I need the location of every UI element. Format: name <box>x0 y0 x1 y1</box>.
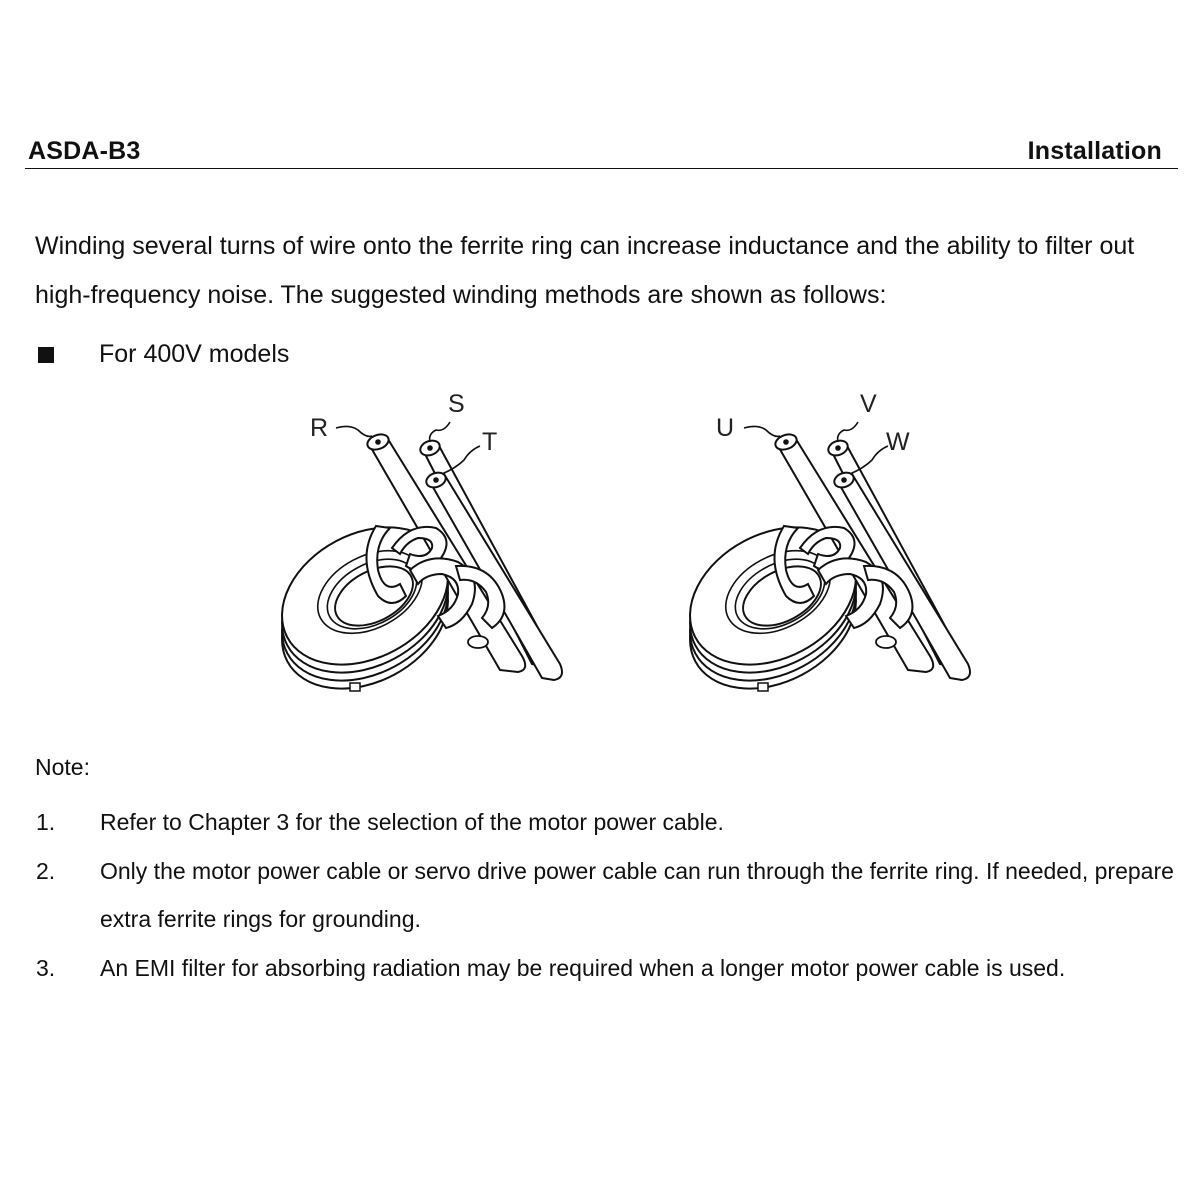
note-item-1 <box>35 798 1185 847</box>
note-number: 2. <box>36 857 56 884</box>
label-r: R <box>310 414 329 442</box>
square-bullet-icon <box>38 347 54 363</box>
note-item-3 <box>35 944 1185 993</box>
page-header <box>25 132 1178 169</box>
label-u: U <box>716 414 735 442</box>
notes-list <box>35 798 1185 992</box>
note-number: 3. <box>36 954 56 981</box>
label-v: V <box>860 390 877 418</box>
ferrite-winding-diagram <box>260 388 980 718</box>
note-item-2 <box>35 847 1185 944</box>
note-number: 1. <box>36 809 56 835</box>
note-text: An EMI filter for absorbing radiation may be required when a longer motor power cable is used. <box>100 954 1066 981</box>
label-w: W <box>886 428 910 456</box>
note-label: Note: <box>35 754 90 780</box>
note-text: Refer to Chapter 3 for the selection of the motor power cable. <box>100 809 724 835</box>
header-model-name: ASDA-B3 <box>28 137 141 165</box>
intro-paragraph: Winding several turns of wire onto the ferrite ring can increase inductance and the ability to filter out high-frequency noise. The suggested winding methods are shown as follows: <box>35 232 1135 309</box>
bullet-text: For 400V models <box>99 340 290 368</box>
header-section-title: Installation <box>1027 137 1162 165</box>
label-s: S <box>448 390 465 418</box>
left-diagram-labels <box>310 390 497 456</box>
note-text: Only the motor power cable or servo drive power cable can run through the ferrite ring. If needed, prepare extra ferrite rings for grounding. <box>100 857 1174 932</box>
right-diagram-labels <box>716 390 910 456</box>
label-t: T <box>482 428 498 456</box>
